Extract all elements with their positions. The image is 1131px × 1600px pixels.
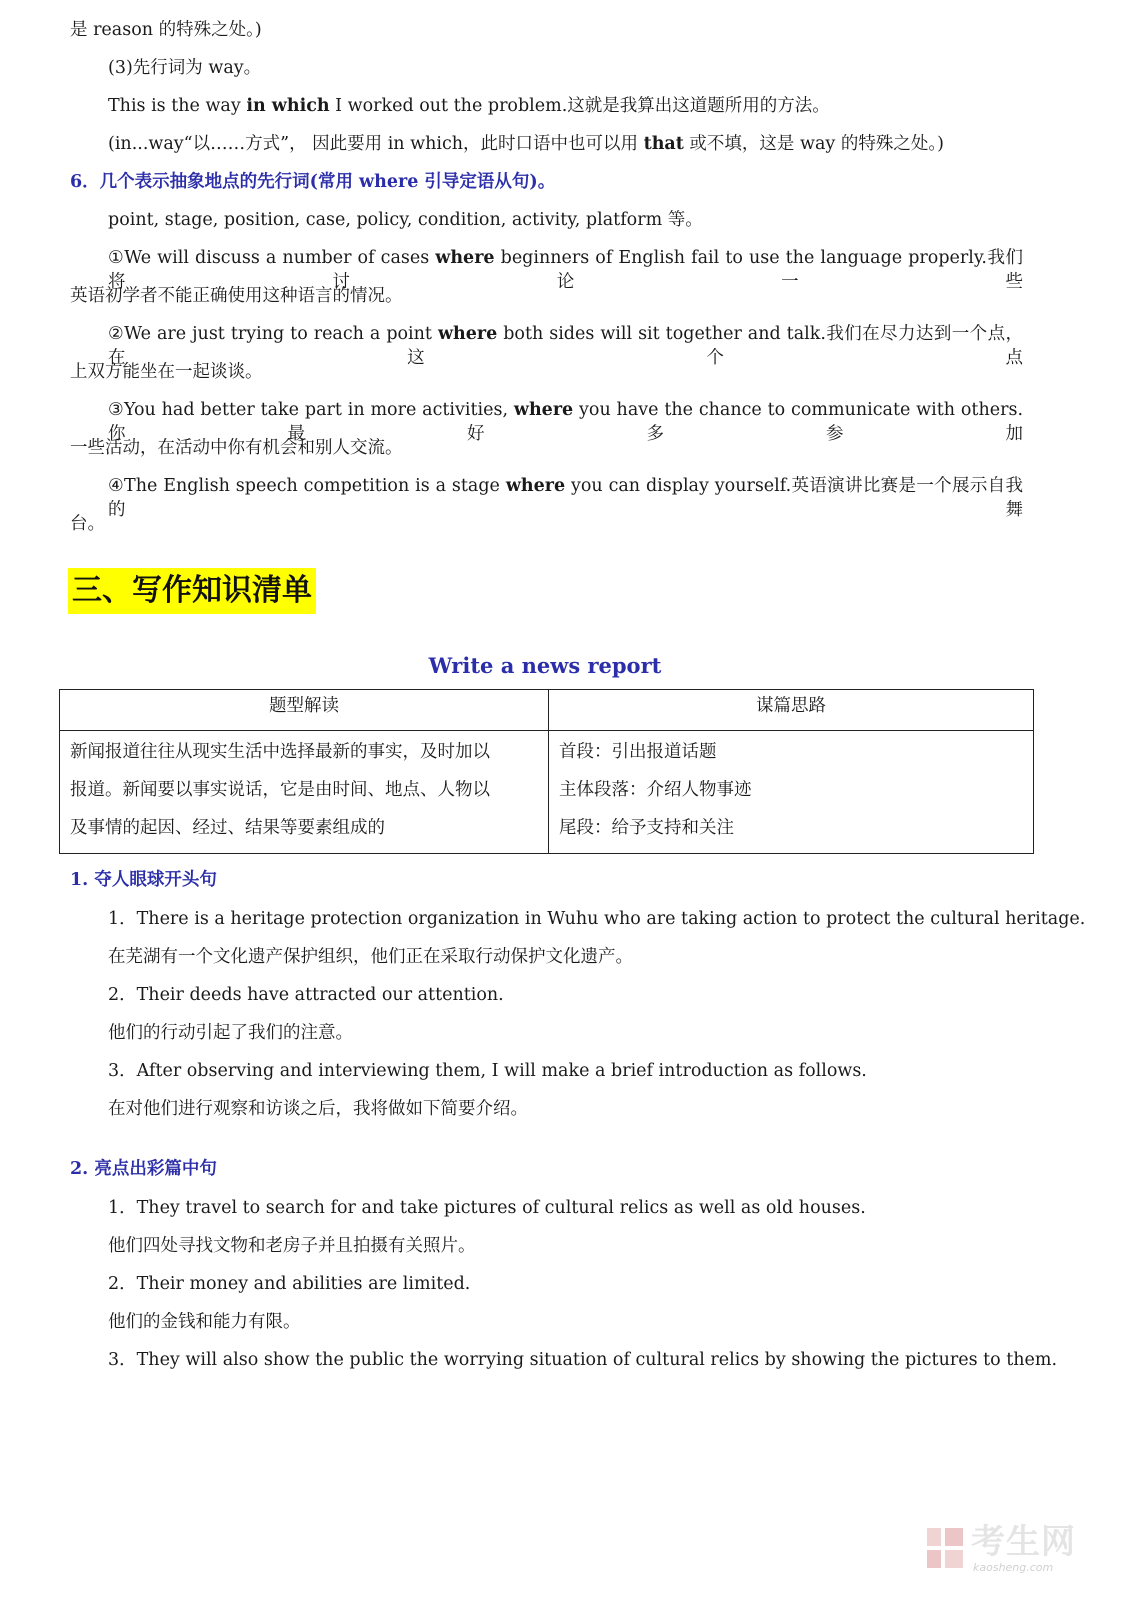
example-3-cont: 一些活动，在活动中你有机会和别人交流。	[70, 438, 403, 458]
table-cell-structure	[549, 731, 1034, 854]
table-header-row	[60, 690, 1034, 731]
text-line: 是 reason 的特殊之处。)	[70, 20, 262, 40]
example-2: ②We are just trying to reach a point where both sides will sit together and talk.我们在尽力达到一个点，在这个点	[108, 324, 1023, 368]
table-cell-interpretation	[60, 731, 549, 854]
list-item: 1．There is a heritage protection organization in Wuhu who are taking action to protect the cultural heritage.	[108, 909, 1086, 929]
text-line: (3)先行词为 way。	[108, 58, 262, 78]
table-header-cell: 题型解读	[60, 690, 549, 731]
subheading-6: 6．几个表示抽象地点的先行词(常用 where 引导定语从句)。	[70, 172, 556, 192]
table-header-cell: 谋篇思路	[549, 690, 1034, 731]
list-item: 在芜湖有一个文化遗产保护组织，他们正在采取行动保护文化遗产。	[108, 947, 633, 967]
list-item: 2．Their money and abilities are limited.	[108, 1274, 471, 1294]
example-3: ③You had better take part in more activities, where you have the chance to communicate with others.你最好多参加	[108, 400, 1024, 444]
cell-line: 新闻报道往往从现实生活中选择最新的事实，及时加以	[70, 742, 490, 762]
list-item: 他们四处寻找文物和老房子并且拍摄有关照片。	[108, 1236, 476, 1256]
list-item: 2．Their deeds have attracted our attention.	[108, 985, 504, 1005]
list-item: 他们的行动引起了我们的注意。	[108, 1023, 353, 1043]
example-1: ①We will discuss a number of cases where beginners of English fail to use the language properly.我们将讨论一些	[108, 248, 1023, 292]
example-4: ④The English speech competition is a stage where you can display yourself.英语演讲比赛是一个展示自我的舞	[108, 476, 1023, 520]
text-line: point, stage, position, case, policy, condition, activity, platform 等。	[108, 210, 703, 230]
watermark-logo-icon	[925, 1526, 965, 1570]
cell-line: 及事情的起因、经过、结果等要素组成的	[70, 818, 385, 838]
cell-line: 首段：引出报道话题	[559, 742, 717, 762]
part1-heading: 1. 夺人眼球开头句	[70, 870, 217, 890]
cell-line: 主体段落：介绍人物事迹	[559, 780, 752, 800]
table-row	[60, 731, 1034, 854]
watermark-text: 考生网	[971, 1522, 1076, 1562]
list-item: 3．They will also show the public the worrying situation of cultural relics by showing the pictures to them.	[108, 1350, 1058, 1370]
example-4-cont: 台。	[70, 514, 105, 534]
watermark	[925, 1520, 1085, 1578]
news-report-title: Write a news report	[428, 653, 662, 678]
note-line: (in...way“以……方式”， 因此要用 in which，此时口语中也可以用 that 或不填，这是 way 的特殊之处。)	[108, 134, 944, 154]
list-item: 他们的金钱和能力有限。	[108, 1312, 301, 1332]
part2-heading: 2. 亮点出彩篇中句	[70, 1159, 217, 1179]
watermark-subtext: kaosheng.com	[973, 1561, 1054, 1574]
writing-guide-table	[59, 689, 1034, 854]
example-2-cont: 上双方能坐在一起谈谈。	[70, 362, 263, 382]
example-line: This is the way in which I worked out the problem.这就是我算出这道题所用的方法。	[108, 96, 830, 116]
section-title: 三、写作知识清单	[68, 568, 316, 614]
example-1-cont: 英语初学者不能正确使用这种语言的情况。	[70, 286, 403, 306]
cell-line: 尾段：给予支持和关注	[559, 818, 734, 838]
list-item: 1．They travel to search for and take pictures of cultural relics as well as old houses.	[108, 1198, 866, 1218]
list-item: 3．After observing and interviewing them, I will make a brief introduction as follows.	[108, 1061, 867, 1081]
list-item: 在对他们进行观察和访谈之后，我将做如下简要介绍。	[108, 1099, 528, 1119]
cell-line: 报道。新闻要以事实说话，它是由时间、地点、人物以	[70, 780, 490, 800]
